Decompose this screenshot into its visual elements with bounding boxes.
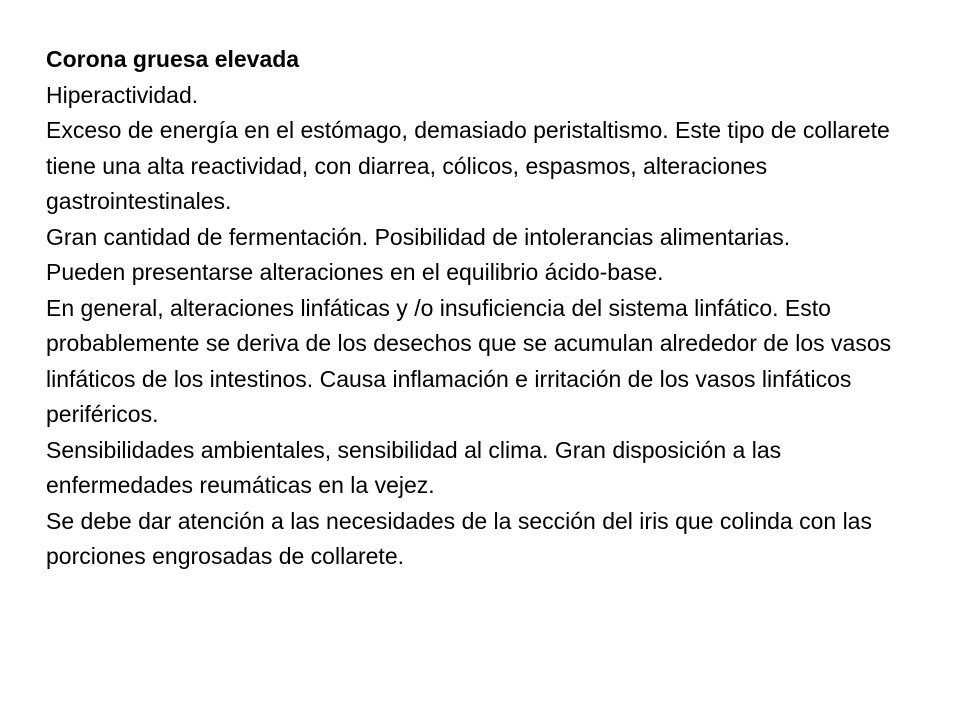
paragraph-atencion-iris: Se debe dar atención a las necesidades de la sección del iris que colinda con las porciones engrosadas de collarete. [46, 507, 872, 569]
paragraph-acido-base: Pueden presentarse alteraciones en el equilibrio ácido-base. [46, 259, 664, 285]
paragraph-linfaticas: En general, alteraciones linfáticas y /o insuficiencia del sistema linfático. Esto probablemente se deriva de los desechos que se acumulan alrededor de los vasos linfáticos de los intestinos. Causa inflamación e irritación de los vasos linfáticos periféricos. [46, 294, 892, 427]
paragraph-hiperactividad: Hiperactividad. [46, 81, 199, 108]
text-block [46, 42, 926, 575]
paragraph-fermentacion: Gran cantidad de fermentación. Posibilidad de intolerancias alimentarias. [46, 223, 791, 250]
slide-title: Corona gruesa elevada [46, 46, 300, 72]
paragraph-sensibilidades: Sensibilidades ambientales, sensibilidad al clima. Gran disposición a las enfermedades reumáticas en la vejez. [46, 436, 782, 498]
paragraph-exceso-energia: Exceso de energía en el estómago, demasiado peristaltismo. Este tipo de collarete tiene una alta reactividad, con diarrea, cólicos, espasmos, alteraciones gastrointestinales. [46, 117, 890, 214]
